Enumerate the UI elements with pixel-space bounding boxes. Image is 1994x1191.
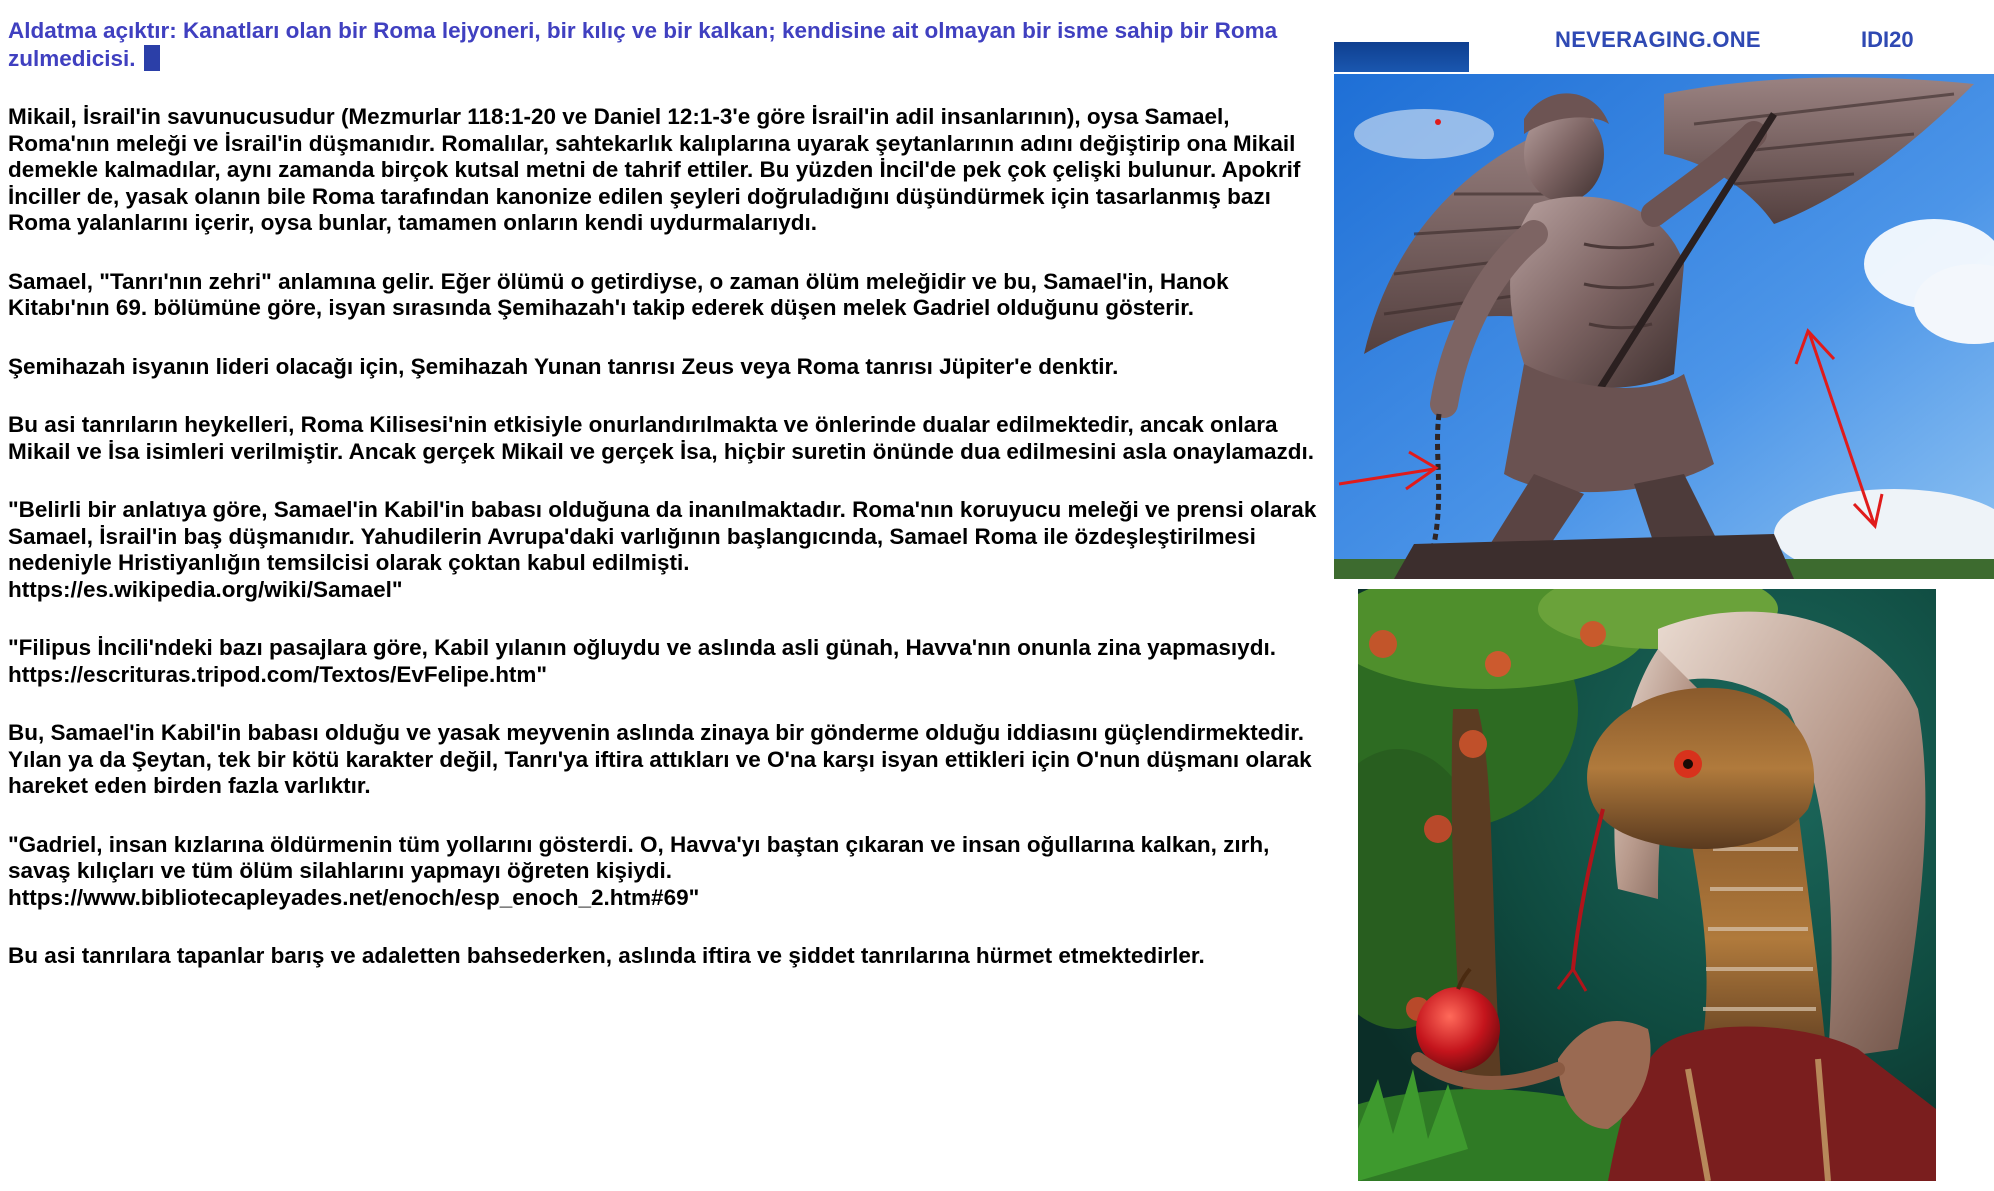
image-top-strip: [1334, 42, 1469, 72]
text-cursor: [144, 45, 160, 71]
paragraph: Bu, Samael'in Kabil'in babası olduğu ve yasak meyvenin aslında zinaya bir gönderme olduğu iddiasını güçlendirmektedir. Yılan ya da Şeytan, tek bir kötü karakter değil, Tanrı'ya iftira attıkları ve O'na karşı isyan ettikleri için O'nun düşmanı olarak hareket eden birden fazla varlıktır.: [8, 720, 1312, 798]
article-headline: [8, 18, 1328, 72]
paragraph: Samael, "Tanrı'nın zehri" anlamına gelir. Eğer ölümü o getirdiyse, o zaman ölüm meleğidir ve bu, Samael'in, Hanok Kitabı'nın 69. bölümüne göre, isyan sırasında Şemihazah'ı takip ederek düşen melek Gadriel olduğunu gösterir.: [8, 268, 1229, 320]
paragraph: Bu asi tanrıların heykelleri, Roma Kilisesi'nin etkisiyle onurlandırılmakta ve önlerinde dualar edilmektedir, ancak onlara Mikail ve İsa isimleri verilmiştir. Ancak gerçek Mikail ve gerçek İsa, hiçbir suretin önünde dua edilmesini asla onaylamazdı.: [8, 412, 1314, 464]
quote-paragraph-wikipedia: "Belirli bir anlatıya göre, Samael'in Kabil'in babası olduğuna da inanılmaktadır. Roma'nın koruyucu meleği ve prensi olarak Samael, İsrail'in baş düşmanıdır. Yahudilerin Avrupa'daki varlığının başlangıcında, Samael Roma ile özdeşleştirilmesi nedeniyle Hristiyanlığın temsilcisi olarak çoktan kabul edilmişti. https://es.wikipedia.org/wiki/Samael": [8, 497, 1317, 602]
site-code-label: IDI20: [1861, 27, 1914, 52]
paragraph: Mikail, İsrail'in savunucusudur (Mezmurlar 118:1-20 ve Daniel 12:1-3'e göre İsrail'in adil insanlarının), oysa Samael, Roma'nın meleği ve İsrail'in düşmanıdır. Romalılar, sahtekarlık kalıplarına uyarak şeytanlarının adını değiştirip ona Mikail demekle kalmadılar, aynı zamanda birçok kutsal metni de tahrif ettiler. Bu yüzden İncil'de pek çok çelişki bulunur. Apokrif İnciller de, yasak olanın bile Roma tarafından kanonize edilen şeyleri doğruladığını düşündürmek için tasarlanmış bazı Roma yalanlarını içerir, oysa bunlar, tamamen onların kendi uydurmalarıydı.: [8, 104, 1301, 235]
quote-paragraph-philip: "Filipus İncili'ndeki bazı pasajlara göre, Kabil yılanın oğluydu ve aslında asli günah, Havva'nın onunla zina yapmasıydı. https://escrituras.tripod.com/Textos/EvFelipe.htm": [8, 635, 1276, 687]
winged-statue-image: [1334, 74, 1994, 579]
serpent-with-apple-image: [1358, 589, 1936, 1181]
article: [8, 18, 1328, 1002]
site-url-link[interactable]: NEVERAGING.ONE: [1555, 27, 1761, 52]
paragraph: Bu asi tanrılara tapanlar barış ve adaletten bahsederken, aslında iftira ve şiddet tanrılarına hürmet etmektedirler.: [8, 943, 1205, 968]
quote-paragraph-enoch: "Gadriel, insan kızlarına öldürmenin tüm yollarını gösterdi. O, Havva'yı baştan çıkaran ve insan oğullarına kalkan, zırh, savaş kılıçları ve tüm ölüm silahlarını yapmayı öğreten kişiydi. https://www.bibliotecapleyades.net/enoch/esp_enoch_2.htm#69": [8, 831, 1270, 910]
paragraph: Şemihazah isyanın lideri olacağı için, Şemihazah Yunan tanrısı Zeus veya Roma tanrısı Jüpiter'e denktir.: [8, 353, 1119, 379]
headline-text: Aldatma açıktır: Kanatları olan bir Roma lejyoneri, bir kılıç ve bir kalkan; kendisine ait olmayan bir isme sahip bir Roma zulmedicisi.: [8, 18, 1278, 71]
